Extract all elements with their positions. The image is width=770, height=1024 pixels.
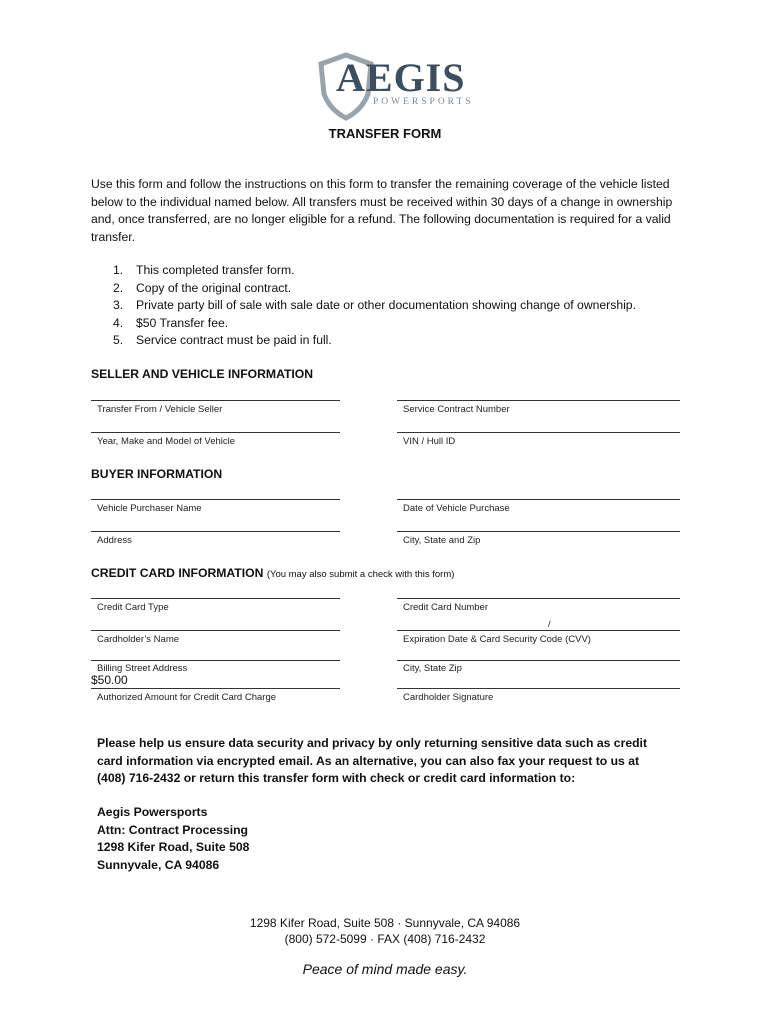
logo-wordmark: AEGIS [336,55,466,100]
card-type-field[interactable] [91,598,340,599]
buyer-city-field[interactable] [397,531,680,532]
vehicle-ymm-label: Year, Make and Model of Vehicle [97,436,236,447]
buyer-city-label: City, State and Zip [403,535,481,546]
mailing-line: Aegis Powersports [97,805,208,819]
intro-paragraph: Use this form and follow the instructions on this form to transfer the remaining coverage of the vehicle listed below to the individual named below. All transfers must be received within 30 days of a change in ownership and, once transferred, are no longer eligible for a refund. The following documentation is required for a valid transfer. [91,177,673,244]
authorized-amount-value: $50.00 [91,673,128,687]
purchase-date-label: Date of Vehicle Purchase [403,503,510,514]
footer-tagline: Peace of mind made easy. [302,961,468,977]
buyer-section-heading: BUYER INFORMATION [91,467,223,481]
card-section-heading [91,566,454,580]
billing-city-label: City, State Zip [403,663,462,674]
buyer-address-label: Address [97,535,132,546]
footer-phone: (800) 572-5099 · FAX (408) 716-2432 [284,932,486,946]
requirements-list [113,262,703,350]
card-type-label: Credit Card Type [97,602,169,613]
form-title: TRANSFER FORM [328,126,442,141]
billing-address-label: Billing Street Address [97,663,188,674]
expiry-cvv-label: Expiration Date & Card Security Code (CVV) [403,634,591,645]
mailing-line: Sunnyvale, CA 94086 [97,857,220,872]
vehicle-ymm-field[interactable] [91,432,340,433]
list-item: 4. $50 Transfer fee. [113,315,229,330]
footer-address: 1298 Kifer Road, Suite 508 · Sunnyvale, CA 94086 [249,916,521,930]
list-item: 1. This completed transfer form. [113,263,295,277]
authorized-amount-field[interactable] [91,688,340,689]
contract-number-field[interactable] [397,400,680,401]
security-notice: Please help us ensure data security and privacy by only returning sensitive data such as credit card information via encrypted email. As an alternative, you can also fax your request to us at (408) 716-2432 or return this transfer form with check or credit card information to: [97,736,647,785]
seller-section-heading: SELLER AND VEHICLE INFORMATION [91,367,314,381]
company-logo [316,52,474,122]
mailing-address [97,804,249,874]
transfer-from-label: Transfer From / Vehicle Seller [97,404,223,415]
vin-label: VIN / Hull ID [403,436,456,447]
mailing-line: Attn: Contract Processing [97,822,249,837]
card-number-label: Credit Card Number [403,602,488,613]
billing-address-field[interactable] [91,660,340,661]
card-heading-text: CREDIT CARD INFORMATION [91,566,264,580]
logo-subtitle: POWERSPORTS [373,97,474,107]
signature-label: Cardholder Signature [403,692,494,703]
transfer-from-field[interactable] [91,400,340,401]
purchase-date-field[interactable] [397,499,680,500]
cardholder-name-label: Cardholder’s Name [97,634,180,645]
purchaser-name-label: Vehicle Purchaser Name [97,503,202,514]
purchaser-name-field[interactable] [91,499,340,500]
card-heading-note: (You may also submit a check with this form) [266,569,455,580]
expiry-separator: / [548,619,551,630]
card-number-field[interactable] [397,598,680,599]
cardholder-name-field[interactable] [91,630,340,631]
list-item: 5. Service contract must be paid in full. [113,333,332,347]
authorized-amount-label: Authorized Amount for Credit Card Charge [97,692,277,703]
contract-number-label: Service Contract Number [403,404,510,415]
expiry-cvv-field[interactable] [397,630,680,631]
buyer-address-field[interactable] [91,531,340,532]
list-item: 2. Copy of the original contract. [113,280,292,295]
list-item: 3. Private party bill of sale with sale date or other documentation showing change of ownership. [113,298,636,312]
billing-city-field[interactable] [397,660,680,661]
vin-field[interactable] [397,432,680,433]
signature-field[interactable] [397,688,680,689]
mailing-line: 1298 Kifer Road, Suite 508 [97,840,250,854]
